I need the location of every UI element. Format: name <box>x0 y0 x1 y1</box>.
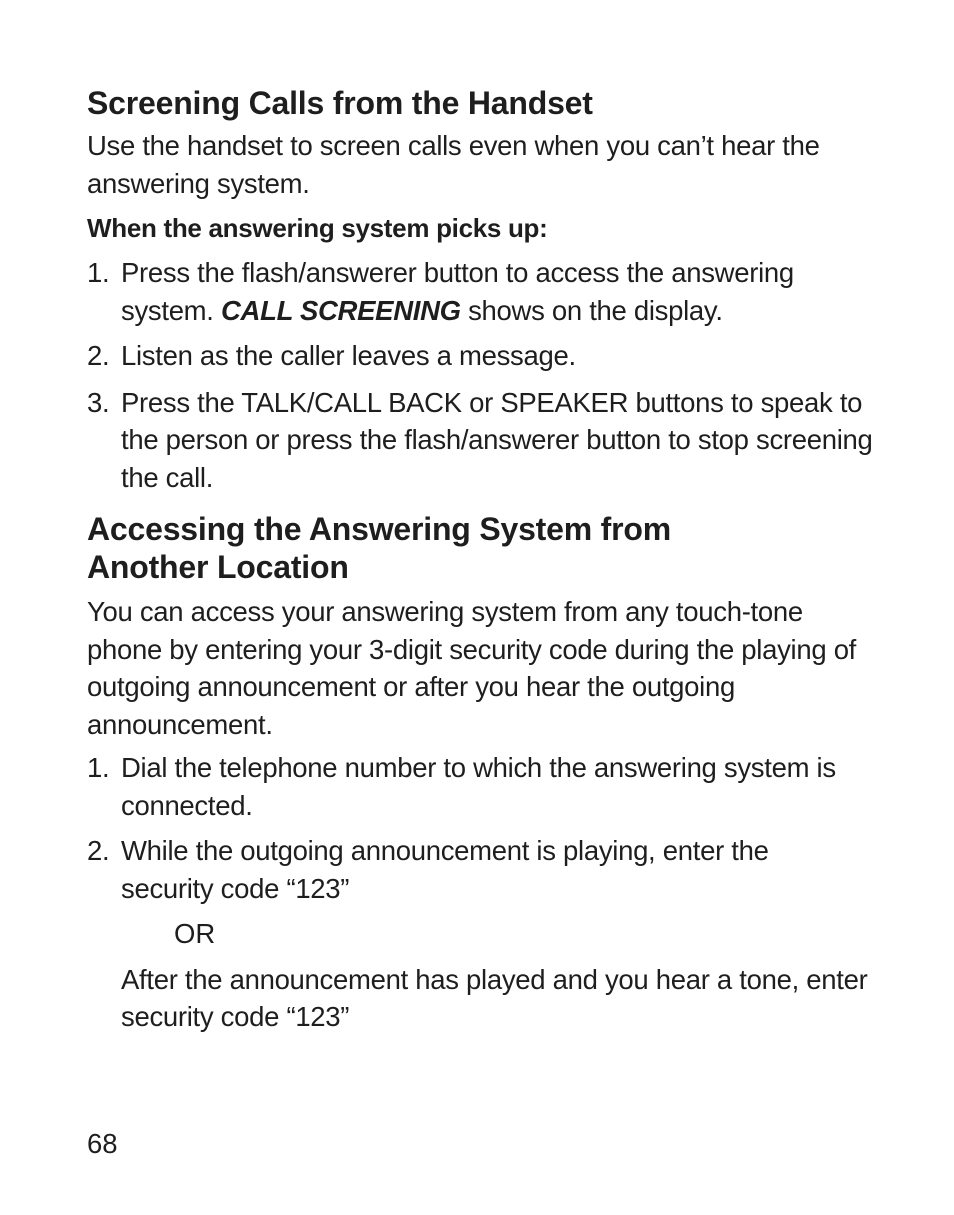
step-text-after: shows on the display. <box>460 294 723 326</box>
step-number: 2. <box>87 340 110 371</box>
step-number: 1. <box>87 752 110 783</box>
section-heading-screening: Screening Calls from the Handset <box>87 85 593 121</box>
list-item <box>87 337 887 375</box>
screening-intro: Use the handset to screen calls even when you can’t hear the answering system. <box>87 130 820 199</box>
list-item <box>87 384 881 497</box>
step-number: 2. <box>87 835 110 866</box>
list-item <box>87 254 881 329</box>
list-item <box>87 749 906 824</box>
list-item <box>87 832 861 907</box>
page-number: 68 <box>87 1128 118 1159</box>
or-separator: OR <box>174 918 216 949</box>
step-number: 1. <box>87 257 110 288</box>
display-message-call-screening: CALL SCREENING <box>220 294 461 326</box>
step-text: Dial the telephone number to which the answering system is connected. <box>121 752 836 821</box>
step-text: Press the flash/answerer button to access the answering system. <box>121 257 794 326</box>
screening-steps-list <box>87 254 887 496</box>
remote-access-intro: You can access your answering system from any touch-tone phone by entering your 3-digit security code during the playing of outgoing announcement or after you hear the outgoing announcement. <box>87 596 857 740</box>
step-text: While the outgoing announcement is playing, enter the security code “123” <box>121 835 769 904</box>
remote-access-steps-list <box>87 749 887 907</box>
screening-subhead: When the answering system picks up: <box>87 213 548 243</box>
step-text: Listen as the caller leaves a message. <box>121 340 576 371</box>
section-heading-remote-access: Accessing the Answering System from Another Location <box>87 511 671 585</box>
step-text: Press the TALK/CALL BACK or SPEAKER buttons to speak to the person or press the flash/answerer button to stop screening the call. <box>121 386 873 493</box>
step-number: 3. <box>87 386 110 418</box>
alternative-instruction: After the announcement has played and you hear a tone, enter security code “123” <box>121 963 868 1032</box>
manual-page <box>87 84 887 1036</box>
